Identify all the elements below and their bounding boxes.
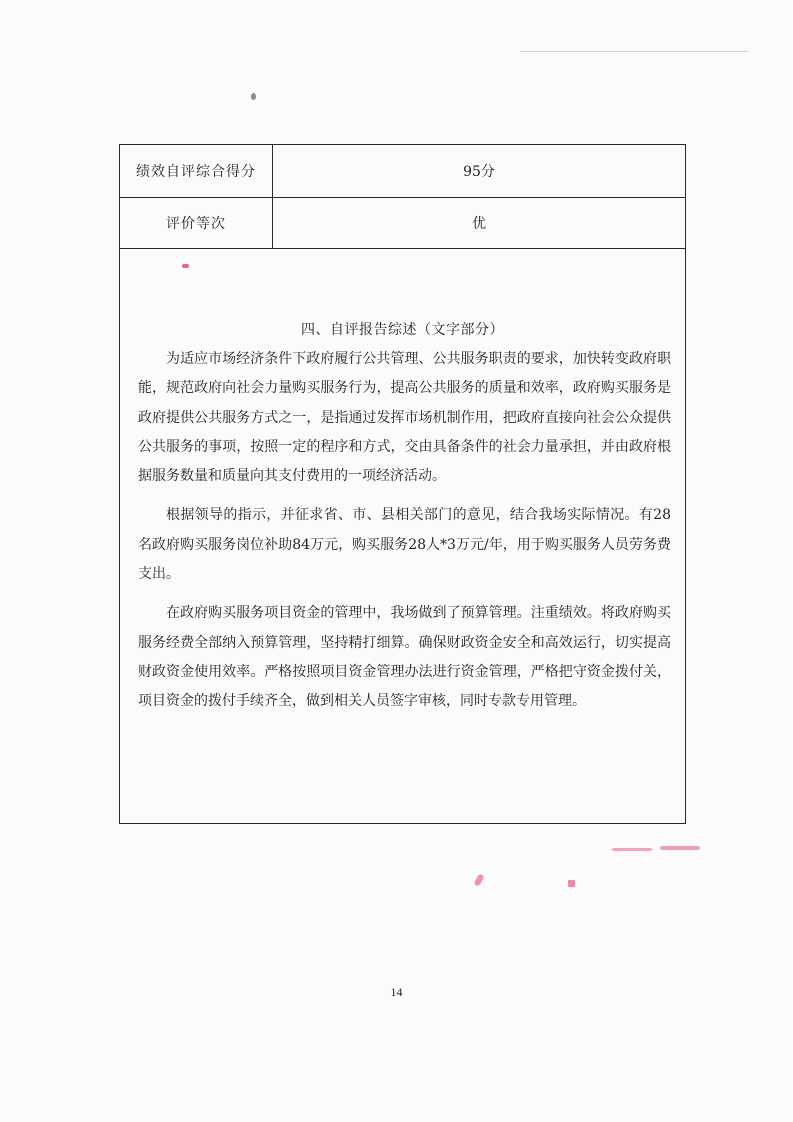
section-heading: 四、自评报告综述（文字部分） xyxy=(301,322,504,338)
grade-label: 评价等次 xyxy=(120,198,273,248)
score-label: 绩效自评综合得分 xyxy=(120,145,273,197)
scan-artifact-line xyxy=(520,51,748,52)
score-value: 95分 xyxy=(463,164,495,180)
stamp-residue-mark xyxy=(568,880,575,887)
paragraph-2: 根据领导的指示，并征求省、市、县相关部门的意见，结合我场实际情况。有28名政府购买服务岗位补助84万元，购买服务28人*3万元/年，用于购买服务人员劳务费支出。 xyxy=(138,507,671,583)
evaluation-form-table xyxy=(119,144,686,824)
paragraph-3: 在政府购买服务项目资金的管理中，我场做到了预算管理。注重绩效。将政府购买服务经费全部纳入预算管理，坚持精打细算。确保财政资金安全和高效运行，切实提高财政资金使用效率。严格按照项目资金管理办法进行资金管理，严格把守资金拨付关，项目资金的拨付手续齐全，做到相关人员签字审核，同时专款专用管理。 xyxy=(138,605,671,710)
stamp-residue-mark xyxy=(660,846,700,850)
paragraph-1: 为适应市场经济条件下政府履行公共管理、公共服务职责的要求，加快转变政府职能，规范政府向社会力量购买服务行为，提高公共服务的质量和效率，政府购买服务是政府提供公共服务方式之一，是指通过发挥市场机制作用，把政府直接向社会公众提供公共服务的事项，按照一定的程序和方式，交由具备条件的社会力量承担，并由政府根据服务数量和质量向其支付费用的一项经济活动。 xyxy=(138,351,671,485)
table-row-score xyxy=(120,145,685,198)
stamp-residue-mark xyxy=(473,873,484,886)
table-row-grade xyxy=(120,198,685,249)
page-number: 14 xyxy=(390,985,403,999)
report-body xyxy=(138,345,671,727)
grade-value: 优 xyxy=(472,216,486,232)
stamp-residue-mark xyxy=(612,848,652,851)
stamp-residue-mark xyxy=(182,264,189,268)
scan-speck xyxy=(251,93,256,100)
